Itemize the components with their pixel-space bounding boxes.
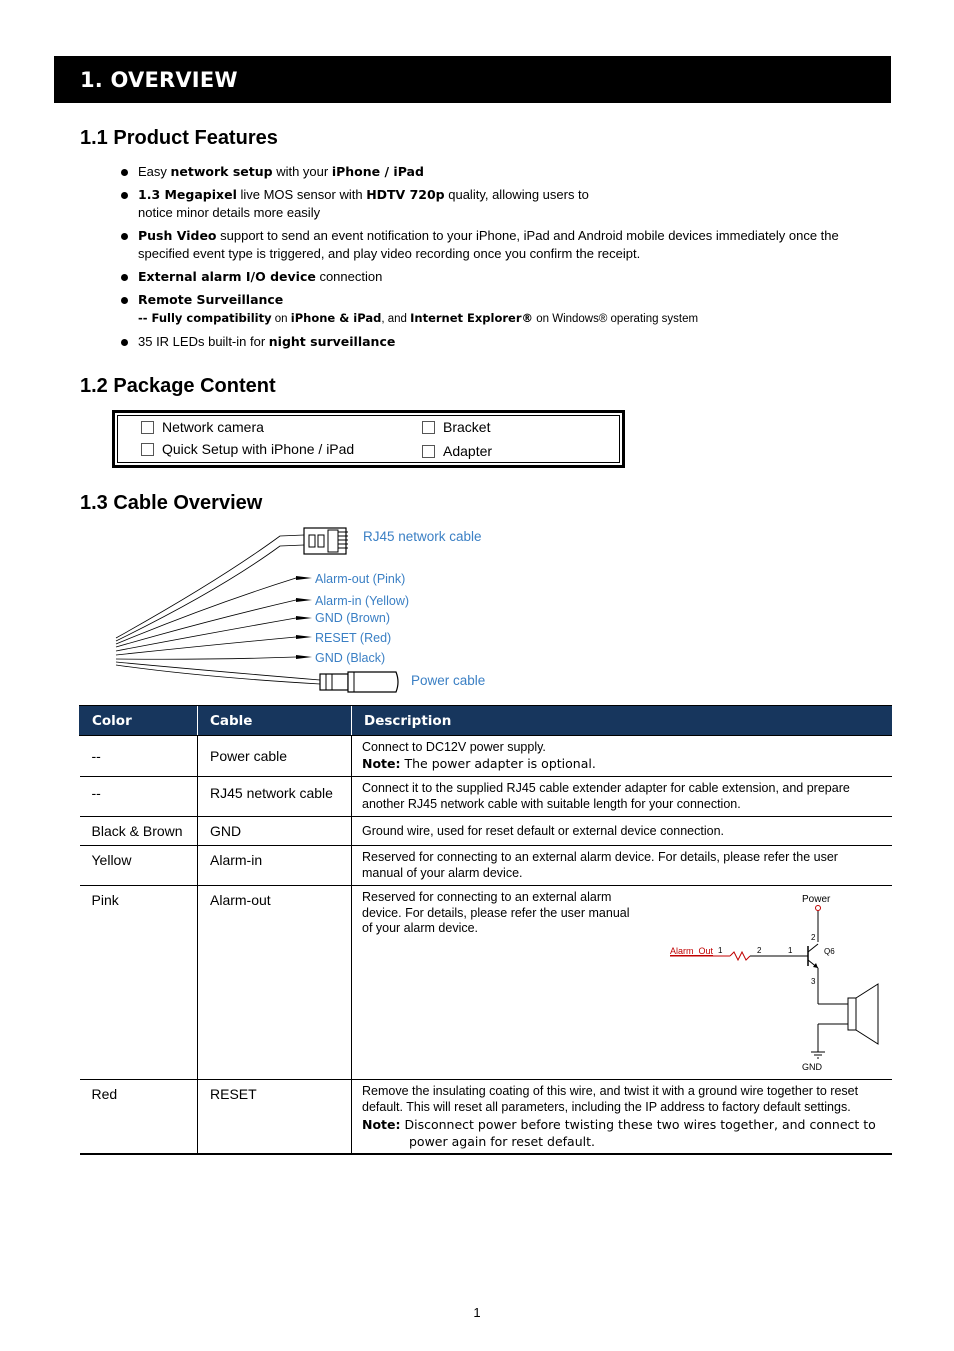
package-heading: 1.2 Package Content (80, 375, 276, 397)
text: Easy (138, 164, 171, 179)
rj45-label: RJ45 network cable (363, 529, 482, 544)
table-row (80, 886, 893, 1080)
description-cell: Ground wire, used for reset default or external device connection. (352, 817, 893, 846)
table-row (80, 846, 893, 886)
bold-text: night surveillance (268, 334, 396, 349)
text: on (271, 313, 291, 325)
color-cell: Red (80, 1080, 198, 1155)
package-box (112, 410, 625, 468)
bold-text: iPhone & iPad (290, 311, 382, 325)
text: notice minor details more easily (138, 205, 321, 220)
bullet-icon (121, 169, 128, 176)
pin-text: 2 (757, 946, 762, 955)
text: quality, allowing users to (444, 187, 589, 202)
checkbox-icon (141, 443, 154, 456)
power-plug-icon (320, 672, 398, 692)
features-list (118, 163, 878, 356)
table-row (80, 817, 893, 846)
list-item (118, 186, 878, 222)
resistor-icon (730, 952, 750, 960)
note-label: Note: (362, 1117, 401, 1132)
ground-icon (811, 1052, 825, 1058)
list-item (118, 333, 878, 351)
alarm-in-label: Alarm-in (Yellow) (315, 594, 410, 608)
text: connection (315, 269, 383, 284)
pin-text: 1 (718, 946, 723, 955)
text: on Windows® operating system (533, 313, 699, 325)
section-banner (54, 56, 891, 103)
reset-label: RESET (Red) (315, 631, 392, 645)
transistor-text: Q6 (824, 947, 835, 956)
wire-tips (296, 576, 312, 659)
description-text: device. For details, please refer the user manual (362, 905, 630, 920)
description-text: of your alarm device. (362, 921, 479, 935)
bullet-icon (121, 297, 128, 304)
text: , and (381, 313, 411, 325)
pin-text: 1 (788, 946, 793, 955)
note-label: Note: (362, 755, 401, 771)
note-text: power again for reset default. (409, 1133, 595, 1149)
cable-heading: 1.3 Cable Overview (80, 492, 263, 514)
power-label: Power cable (411, 673, 486, 688)
banner-title: 1. OVERVIEW (80, 68, 238, 92)
package-item (141, 419, 264, 435)
cable-table (79, 705, 892, 1155)
description-text: Connect to DC12V power supply. (362, 740, 546, 754)
alarm-out-circuit-diagram (668, 890, 888, 1076)
text: live MOS sensor with (236, 187, 367, 202)
package-item-label: Adapter (443, 443, 493, 459)
checkbox-icon (141, 421, 154, 434)
list-item (118, 163, 878, 181)
bold-text: 1.3 Megapixel (138, 187, 237, 202)
sub-line (138, 313, 698, 325)
speaker-icon (848, 984, 878, 1044)
rj45-connector-icon (304, 528, 348, 554)
bullet-icon (121, 233, 128, 240)
bold-text: Remote Surveillance (138, 292, 284, 307)
description-text: Remove the insulating coating of this wire, and twist it with a ground wire together to reset default. This will reset all parameters, including the IP address to factory default settings. (362, 1084, 859, 1114)
cable-cell: Power cable (198, 736, 352, 777)
power-text: Power (802, 894, 831, 905)
package-item (422, 419, 490, 435)
alarm-out-net-text: Alarm_Out (670, 946, 714, 956)
bold-text: network setup (170, 164, 273, 179)
bullet-icon (121, 192, 128, 199)
alarm-out-label: Alarm-out (Pink) (315, 572, 406, 586)
cable-cell: Alarm-in (198, 846, 352, 886)
table-header-row (80, 706, 893, 736)
transistor-icon (808, 944, 818, 968)
table-row (80, 777, 893, 817)
column-header: Color (80, 706, 198, 736)
list-item (118, 227, 878, 263)
cable-cell: Alarm-out (198, 886, 352, 1080)
text: with your (272, 164, 332, 179)
table-row (80, 736, 893, 777)
bold-text: HDTV 720p (366, 187, 445, 202)
list-item (118, 268, 878, 286)
cable-wires (116, 535, 320, 684)
features-heading: 1.1 Product Features (80, 127, 278, 149)
gnd-brown-label: GND (Brown) (315, 611, 391, 625)
package-item-label: Quick Setup with iPhone / iPad (162, 441, 355, 457)
text: support to send an event notification to your iPhone, iPad and Android mobile devices immediately once the (216, 228, 839, 243)
cable-cell: RJ45 network cable (198, 777, 352, 817)
bullet-icon (121, 339, 128, 346)
description-cell (352, 736, 893, 777)
description-cell: Connect it to the supplied RJ45 cable extender adapter for cable extension, and prepare another RJ45 network cable with suitable length for your connection. (352, 777, 893, 817)
gnd-black-label: GND (Black) (315, 651, 386, 665)
package-item (141, 441, 354, 457)
column-header: Description (352, 706, 893, 736)
description-text: Reserved for connecting to an external alarm (362, 890, 612, 904)
note-text: The power adapter is optional. (400, 755, 596, 771)
column-header: Cable (198, 706, 352, 736)
cable-cell: GND (198, 817, 352, 846)
bold-text: iPhone / iPad (331, 164, 424, 179)
color-cell: Yellow (80, 846, 198, 886)
description-cell: Reserved for connecting to an external alarm device. For details, please refer the user manual of your alarm device. (352, 846, 893, 886)
text: 35 IR LEDs built-in for (138, 334, 269, 349)
list-item (118, 291, 878, 328)
color-cell: Black & Brown (80, 817, 198, 846)
cable-cell: RESET (198, 1080, 352, 1155)
description-cell (352, 886, 893, 1080)
color-cell: -- (80, 777, 198, 817)
cable-diagram (100, 520, 520, 700)
pin-text: 3 (811, 977, 816, 986)
page-number: 1 (473, 1305, 481, 1320)
color-cell: -- (80, 736, 198, 777)
table-row (80, 1080, 893, 1155)
checkbox-icon (422, 445, 435, 458)
package-item (422, 443, 492, 459)
checkbox-icon (422, 421, 435, 434)
pin-text: 2 (811, 933, 816, 942)
bullet-icon (121, 274, 128, 281)
bold-text: External alarm I/O device (138, 269, 316, 284)
bold-text: Push Video (138, 228, 217, 243)
package-item-label: Bracket (443, 419, 491, 435)
color-cell: Pink (80, 886, 198, 1080)
power-terminal-icon (816, 906, 821, 911)
bold-text: -- Fully compatibility (138, 311, 272, 325)
text: specified event type is triggered, and play video recording once you confirm the receipt. (138, 246, 641, 261)
package-item-label: Network camera (162, 419, 264, 435)
description-cell (352, 1080, 893, 1155)
gnd-text: GND (802, 1062, 822, 1072)
bold-text: Internet Explorer® (410, 311, 534, 325)
note-text: Disconnect power before twisting these two wires together, and connect to (400, 1117, 876, 1132)
